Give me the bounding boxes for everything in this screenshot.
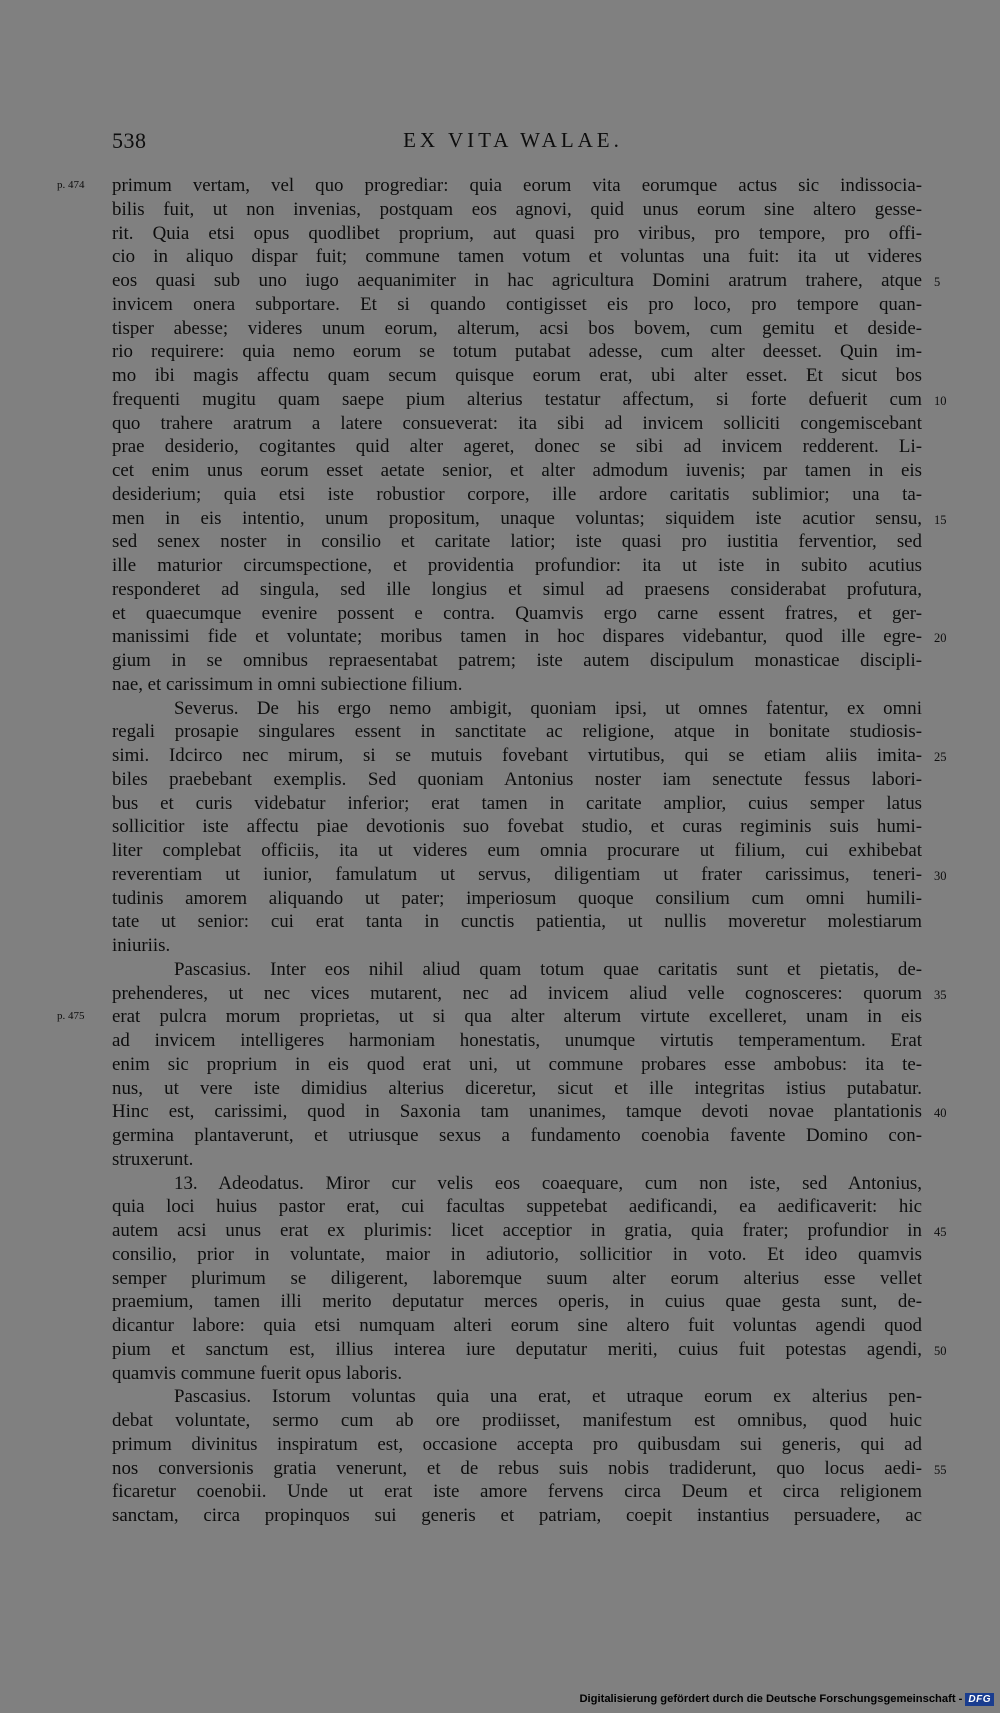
line-text: tisper abesse; videres unum eorum, alterum, acsi bos bovem, cum gemitu et deside-: [112, 317, 922, 339]
line-text: mo ibi magis affectu quam secum quisque eorum erat, ubi alter esset. Et sicut bos: [112, 365, 922, 386]
text-line: [112, 792, 922, 816]
text-line: [112, 198, 922, 222]
line-text: bus et curis videbatur inferior; erat tamen in caritate amplior, cuius semper latus: [112, 792, 922, 814]
text-line: [57, 174, 922, 198]
text-line: [112, 1195, 922, 1219]
text-line: [112, 293, 922, 317]
line-text: primum vertam, vel quo progrediar: quia eorum vita eorumque actus sic indissocia-: [112, 175, 922, 196]
text-line: [112, 982, 947, 1006]
line-text: desiderium; quia etsi iste robustior corpore, ille ardore caritatis sublimior; una ta-: [112, 483, 922, 505]
text-line: [112, 625, 947, 649]
line-text: quo trahere aratrum a latere consueverat: ita sibi ad invicem solliciti congemiscebant: [112, 412, 922, 434]
line-text: quamvis commune fuerit opus laboris.: [112, 1362, 403, 1384]
text-line: [112, 1029, 922, 1053]
line-number: 55: [934, 1462, 947, 1477]
line-text: prae desiderio, cogitantes quid alter ageret, donec se sibi ad invicem redderent. Li-: [112, 436, 922, 458]
line-text: Hinc est, carissimi, quod in Saxonia tam unanimes, tamque devoti novae plantationis: [112, 1101, 922, 1123]
text-line: [112, 1077, 922, 1101]
line-number: 50: [934, 1343, 947, 1358]
margin-page-reference: p. 474: [57, 179, 85, 191]
line-text: primum divinitus inspiratum est, occasione accepta pro quibusdam sui generis, qui ad: [112, 1433, 922, 1455]
line-text: rio requirere: quia nemo eorum se totum putabat adesse, cum alter deesset. Quin im-: [112, 341, 922, 363]
line-text: reverentiam ut iunior, famulatum ut servus, diligentiam ut frater carissimus, teneri-: [112, 863, 922, 885]
line-text: frequenti mugitu quam saepe pium alterius testatur affectum, si forte defuerit cum: [112, 388, 922, 410]
line-text: quia loci huius pastor erat, cui facultas suppetebat aedificandi, ea aedificaverit: hic: [112, 1196, 922, 1218]
text-line: [112, 222, 922, 246]
line-text: 13. Adeodatus. Miror cur velis eos coaequare, cum non iste, sed Antonius,: [174, 1172, 922, 1194]
line-text: ficaretur coenobii. Unde ut erat iste amore fervens circa Deum et circa religionem: [112, 1481, 922, 1503]
line-number: 20: [934, 631, 947, 646]
line-text: ad invicem intelligeres harmoniam honestatis, unumque virtutis temperamentum. Erat: [112, 1030, 922, 1051]
text-line: [112, 1053, 922, 1077]
running-title: EX VITA WALAE.: [403, 128, 623, 152]
line-text: biles praebebant exemplis. Sed quoniam Antonius noster iam senectute fessus labori-: [112, 768, 922, 790]
line-text: regali prosapie singulares essent in sanctitate ac religione, atque in bonitate studiosis-: [112, 721, 922, 743]
text-line: [112, 1409, 922, 1433]
text-line: [112, 744, 947, 768]
line-text: eos quasi sub uno iugo aequanimiter in hac agricultura Domini aratrum trahere, atque: [112, 270, 922, 291]
text-line: [112, 245, 922, 269]
text-line: [112, 649, 922, 673]
line-text: consilio, prior in voluntate, maior in adiutorio, sollicitior in voto. Et ideo quamvis: [112, 1243, 922, 1265]
text-line: [112, 1148, 922, 1172]
line-number: 10: [934, 393, 947, 408]
text-line: [112, 1172, 922, 1196]
line-text: nae, et carissimum in omni subiectione filium.: [112, 673, 463, 695]
line-text: prehenderes, ut nec vices mutarent, nec ad invicem aliud velle cognosceres: quorum: [112, 982, 922, 1004]
line-text: dicantur labore: quia etsi numquam alteri eorum sine altero fuit voluntas agendi quod: [112, 1315, 922, 1336]
text-line: [112, 554, 922, 578]
line-text: sanctam, circa propinquos sui generis et patriam, coepit instantius persuadere, ac: [112, 1505, 922, 1526]
text-line: [112, 910, 922, 934]
line-text: liter complebat officiis, ita ut videres eum omnia procurare ut filium, cui exhibebat: [112, 840, 922, 861]
line-text: Pascasius. Istorum voluntas quia una erat, et utraque eorum ex alterius pen-: [174, 1386, 922, 1408]
text-line: [112, 435, 922, 459]
text-line: [112, 1100, 947, 1124]
line-number: 15: [934, 512, 947, 527]
line-number: 25: [934, 750, 947, 764]
text-line: [112, 720, 922, 744]
line-text: tate ut senior: cui erat tanta in cunctis patientia, ut nullis moveretur molestiarum: [112, 911, 922, 933]
line-text: iniuriis.: [112, 935, 171, 956]
text-line: [112, 388, 947, 412]
text-line: [112, 1385, 922, 1409]
text-line: [112, 1243, 922, 1267]
text-line: [112, 887, 922, 911]
text-line: [112, 934, 922, 958]
line-text: responderet ad singula, sed ille longius et simul ad praesens considerabat profutura,: [112, 578, 922, 600]
line-text: invicem onera subportare. Et si quando contigisset eis pro loco, pro tempore quan-: [112, 293, 922, 315]
line-text: simi. Idcirco nec mirum, si se mutuis fovebant virtutibus, qui se etiam aliis imita-: [112, 745, 922, 766]
line-text: men in eis intentio, unum propositum, unaque voluntas; siquidem iste acutior sensu,: [112, 507, 922, 529]
text-line: [112, 1290, 922, 1314]
line-text: cet enim unus eorum esset aetate senior, et alter admodum iuvenis; par tamen in eis: [112, 460, 922, 481]
text-line: [112, 1504, 922, 1528]
line-text: debat voluntate, sermo cum ab ore prodiisset, manifestum est omnibus, quod huic: [112, 1410, 922, 1431]
line-text: Severus. De his ergo nemo ambigit, quoniam ipsi, ut omnes fatentur, ex omni: [174, 697, 922, 719]
line-number: 30: [934, 868, 947, 883]
line-text: tudinis amorem aliquando ut pater; imperiosum quoque consilium cum omni humili-: [112, 887, 922, 909]
line-text: Pascasius. Inter eos nihil aliud quam totum quae caritatis sunt et pietatis, de-: [174, 958, 922, 980]
text-line: [112, 697, 922, 721]
text-line: [112, 673, 922, 697]
dfg-logo: DFG: [965, 1693, 994, 1706]
text-line: [112, 839, 922, 863]
text-line: [112, 863, 947, 887]
line-text: cio in aliquo dispar fuit; commune tamen votum et voluntas una fuit: ita ut videres: [112, 246, 922, 268]
text-line: [112, 340, 922, 364]
line-number: 5: [934, 275, 941, 289]
text-line: [112, 364, 922, 388]
line-text: sed senex noster in consilio et caritate latior; iste quasi pro iustitia ferventior, sed: [112, 531, 922, 553]
text-line: [112, 317, 922, 341]
text-line: [112, 1124, 922, 1148]
text-line: [112, 412, 922, 436]
line-number: 45: [934, 1225, 947, 1239]
line-text: pium et sanctum est, illius interea iure deputatur meriti, cuius fuit potestas agendi,: [112, 1338, 922, 1360]
line-text: autem acsi unus erat ex plurimis: licet acceptior in gratia, quia frater; profundior in: [112, 1220, 922, 1241]
text-line: [112, 602, 922, 626]
text-line: [112, 1314, 922, 1338]
line-text: struxerunt.: [112, 1148, 194, 1170]
text-line: [57, 1005, 922, 1029]
footer: [579, 1689, 994, 1709]
line-text: bilis fuit, ut non invenias, postquam eos agnovi, quid unus eorum sine altero gesse-: [112, 198, 922, 220]
line-number: 40: [934, 1106, 947, 1121]
footer-credit: Digitalisierung gefördert durch die Deutsche Forschungsgemeinschaft -: [579, 1693, 963, 1705]
line-text: gium in se omnibus repraesentabat patrem; iste autem discipulum monasticae discipli-: [112, 650, 922, 671]
line-text: ille maturior circumspectione, et providentia profundior: ita ut iste in subito acutius: [112, 555, 922, 576]
line-text: rit. Quia etsi opus quodlibet proprium, aut quasi pro viribus, pro tempore, pro offi-: [112, 222, 922, 244]
text-line: [112, 1362, 922, 1386]
text-line: [112, 815, 922, 839]
line-text: nus, ut vere iste dimidius alterius diceretur, sicut et ille integritas istius putabatur.: [112, 1077, 922, 1099]
text-line: [112, 1480, 922, 1504]
text-line: [112, 483, 922, 507]
line-number: 35: [934, 987, 947, 1002]
line-text: sollicitior iste affectu piae devotionis suo fovebat studio, et curas regiminis suis humi-: [112, 816, 922, 838]
text-line: [112, 1219, 947, 1243]
line-text: praemium, tamen illi merito deputatur merces operis, in cuius quae gesta sunt, de-: [112, 1291, 922, 1313]
text-line: [112, 958, 922, 982]
text-line: [112, 459, 922, 483]
margin-page-reference: p. 475: [57, 1010, 85, 1023]
line-text: germina plantaverunt, et utriusque sexus a fundamento coenobia favente Domino con-: [112, 1125, 922, 1146]
text-line: [112, 1267, 922, 1291]
line-text: erat pulcra morum proprietas, ut si qua alter alterum virtute excelleret, unam in eis: [112, 1006, 922, 1028]
text-line: [112, 507, 947, 531]
text-line: [112, 578, 922, 602]
text-line: [112, 269, 941, 293]
text-line: [112, 530, 922, 554]
line-text: enim sic proprium in eis quod erat uni, ut commune probares esse ambobus: ita te-: [112, 1053, 922, 1075]
text-line: [112, 1433, 922, 1457]
line-text: semper plurimum se diligerent, laboremque suum alter eorum alterius esse vellet: [112, 1267, 922, 1289]
page-number: 538: [112, 128, 147, 153]
body-text: [57, 174, 947, 1528]
text-line: [112, 768, 922, 792]
text-line: [112, 1338, 947, 1362]
line-text: nos conversionis gratia venerunt, et de rebus suis nobis tradiderunt, quo locus aedi-: [112, 1457, 922, 1479]
line-text: et quaecumque evenire possent e contra. Quamvis ergo carne essent fratres, et ger-: [112, 602, 922, 624]
text-line: [112, 1457, 947, 1481]
page-header: [112, 128, 914, 162]
line-text: manissimi fide et voluntate; moribus tamen in hoc dispares videbantur, quod ille egre-: [112, 626, 922, 648]
